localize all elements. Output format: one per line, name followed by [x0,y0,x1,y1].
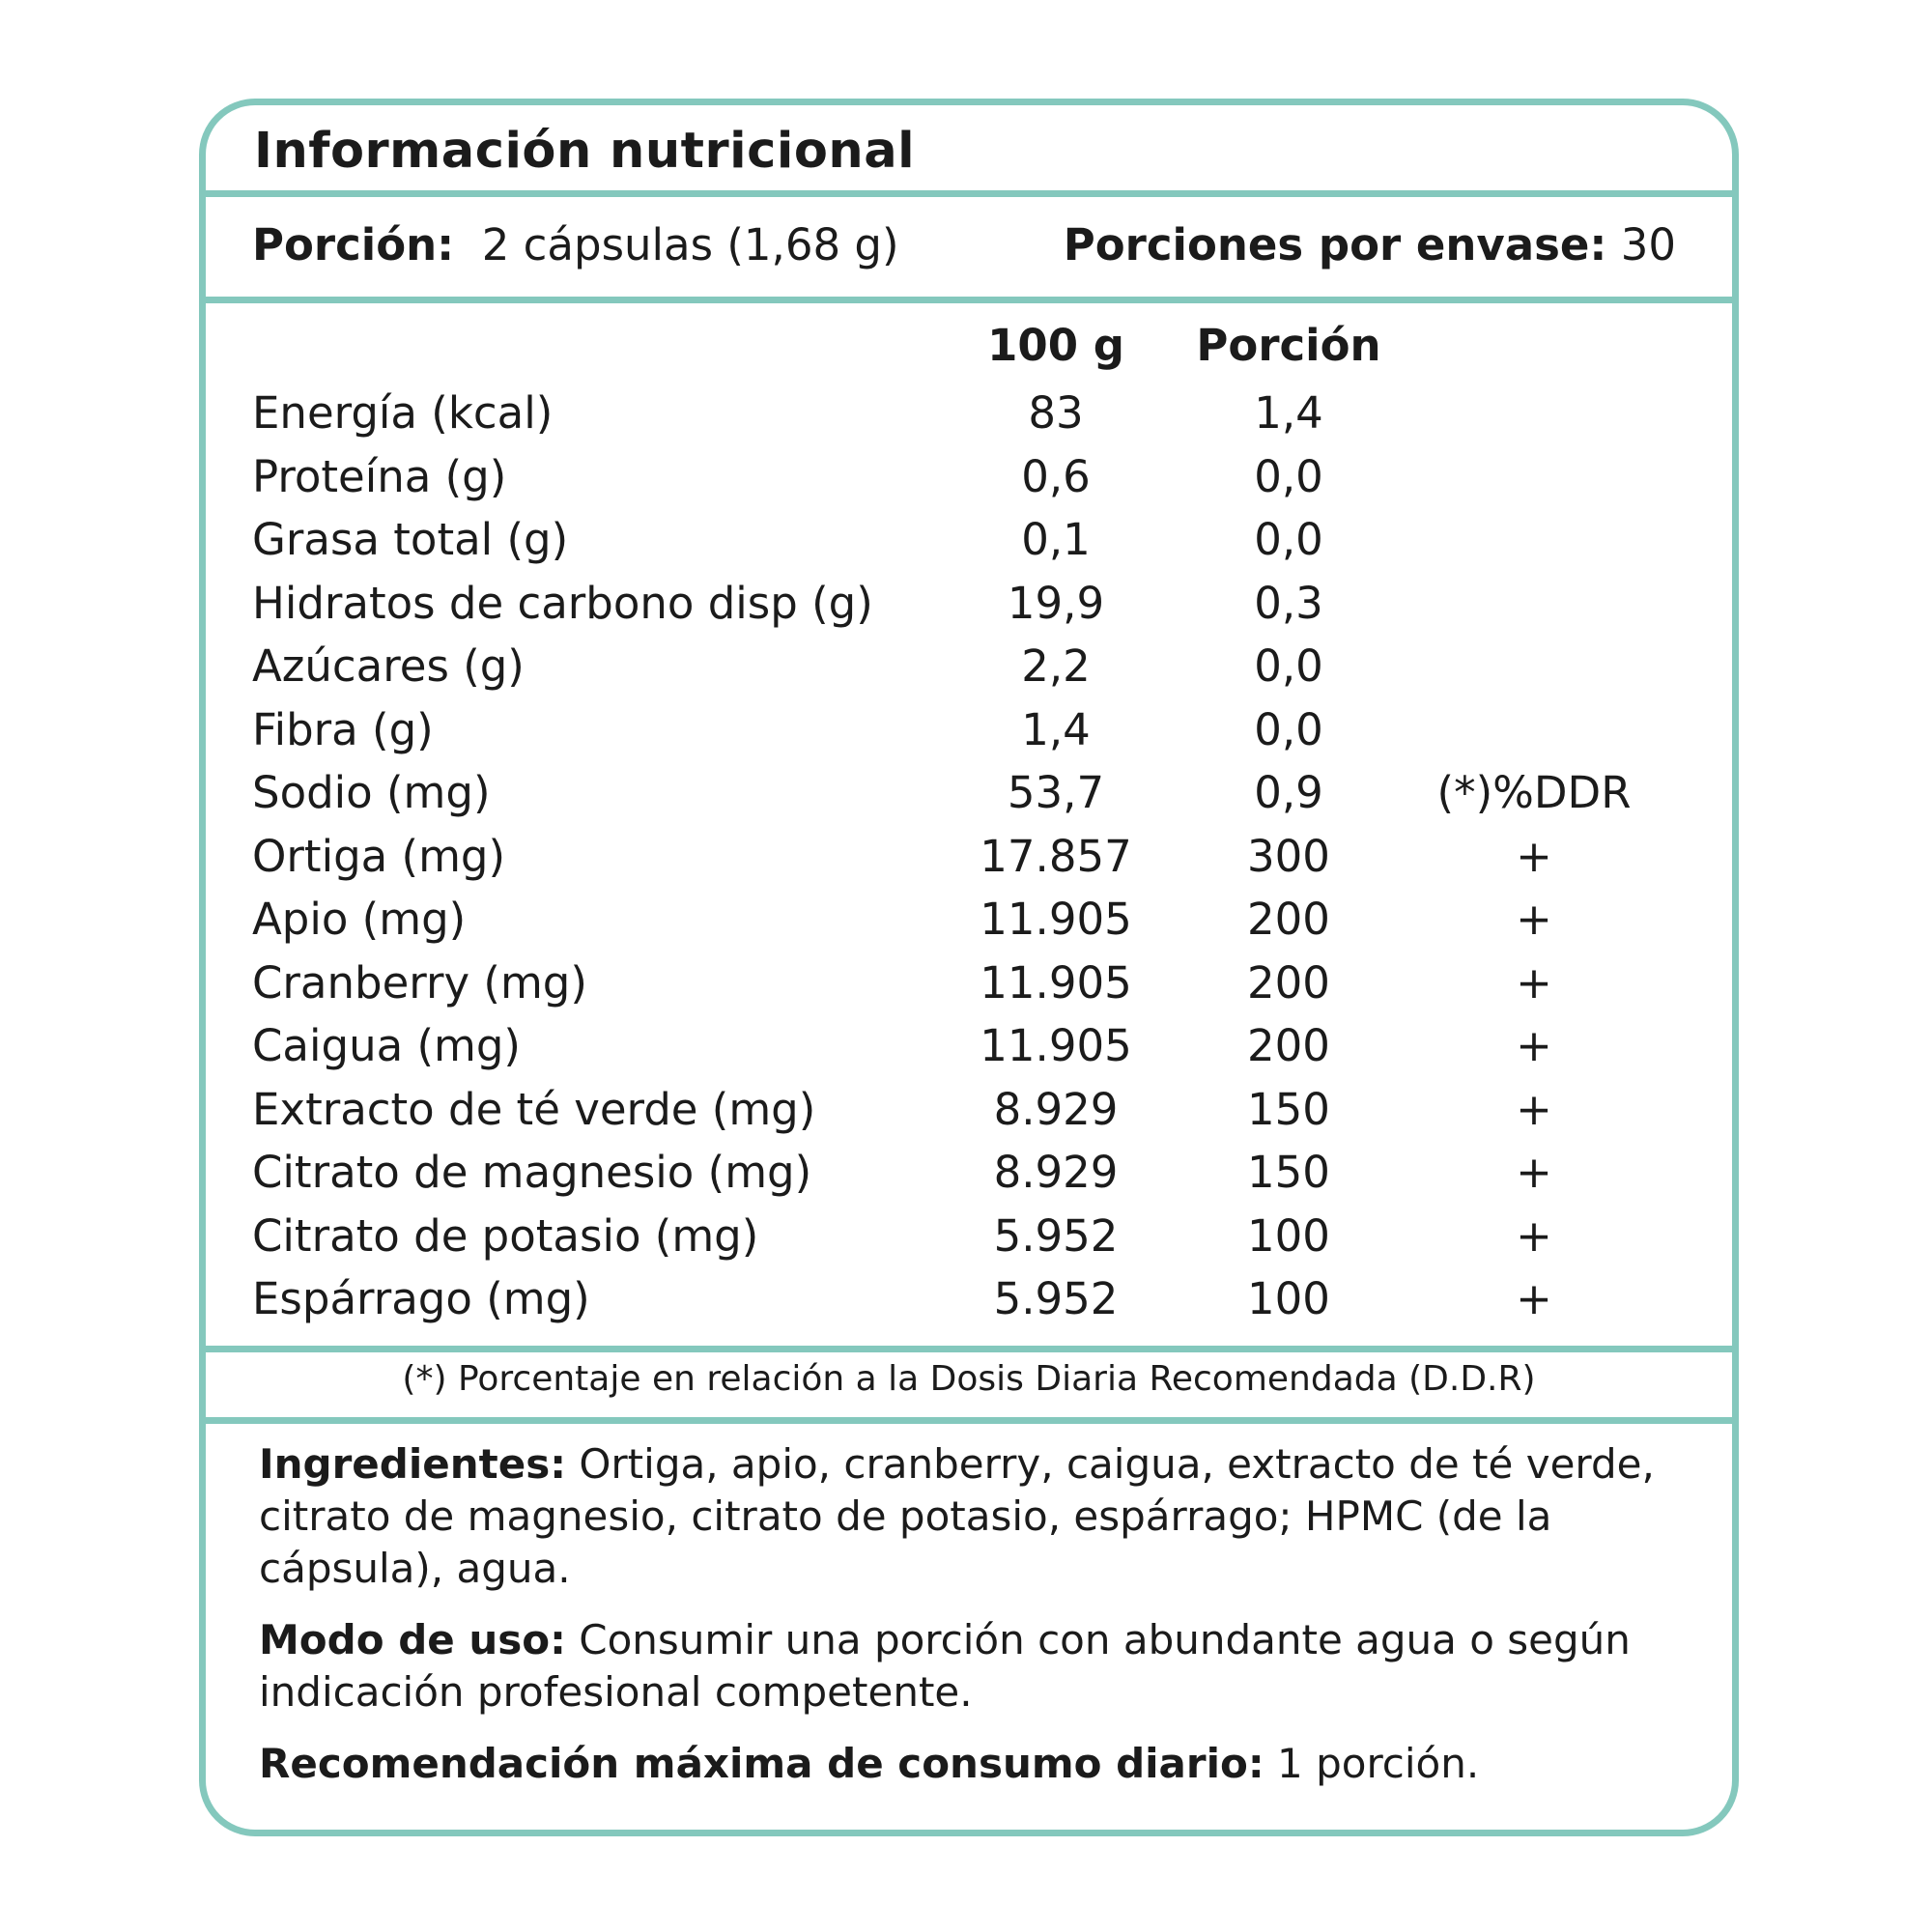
nutrient-ddr: (*)%DDR [1436,767,1632,818]
table-row [206,508,1732,572]
table-row [206,761,1732,825]
table-row [206,382,1732,445]
nutrient-per-portion: 0,0 [1254,450,1323,502]
table-row [206,698,1732,762]
nutrient-name: Espárrago (mg) [252,1273,590,1324]
nutrient-ddr: + [1516,1020,1552,1071]
label-title: Información nutricional [254,123,916,180]
nutrient-per-portion: 0,0 [1254,703,1323,755]
table-row [206,888,1732,952]
nutrient-per-100g: 11.905 [980,956,1132,1009]
nutrient-ddr: + [1516,894,1552,945]
nutrient-per-100g: 1,4 [1021,703,1091,755]
max-daily-recommendation [259,1738,1674,1790]
nutrition-label [199,99,1739,1836]
nutrient-name: Hidratos de carbono disp (g) [252,577,873,629]
table-row [206,1141,1732,1205]
table-row [206,1014,1732,1078]
divider [206,1417,1732,1424]
nutrient-per-100g: 2,2 [1021,640,1091,692]
nutrient-per-portion: 300 [1247,830,1330,882]
nutrient-ddr: + [1516,1147,1552,1198]
nutrient-ddr: + [1516,956,1552,1009]
nutrient-ddr: + [1516,1209,1552,1262]
nutrient-per-100g: 11.905 [980,1020,1132,1071]
nutrient-per-100g: 0,1 [1021,514,1091,565]
nutrient-per-portion: 200 [1247,956,1330,1009]
nutrient-per-100g: 5.952 [993,1209,1119,1262]
servings-per-container [1064,219,1676,270]
divider [206,190,1732,197]
usage-text: Consumir una porción con abundante agua o según indicación profesional competente. [259,1616,1631,1716]
nutrient-ddr: + [1516,1083,1552,1135]
nutrient-per-100g: 17.857 [980,830,1132,882]
ingredients-text: Ortiga, apio, cranberry, caigua, extracto de té verde, citrato de magnesio, citrato de potasio, espárrago; HPMC (de la cápsula), agua. [259,1440,1655,1592]
nutrient-name: Citrato de magnesio (mg) [252,1147,812,1198]
serving-size [252,219,899,270]
nutrient-table [206,382,1732,1331]
nutrient-per-100g: 8.929 [993,1147,1119,1198]
table-row [206,1078,1732,1142]
column-header-100g: 100 g [987,320,1124,371]
nutrient-name: Cranberry (mg) [252,956,587,1009]
nutrient-per-100g: 0,6 [1021,450,1091,502]
nutrient-name: Azúcares (g) [252,640,525,692]
nutrient-per-100g: 11.905 [980,894,1132,945]
nutrient-per-portion: 0,3 [1254,577,1323,629]
nutrient-per-100g: 19,9 [1007,577,1105,629]
nutrient-name: Grasa total (g) [252,514,569,565]
footnote: (*) Porcentaje en relación a la Dosis Diaria Recomendada (D.D.R) [402,1359,1536,1399]
nutrient-per-portion: 100 [1247,1209,1330,1262]
nutrient-per-portion: 150 [1247,1147,1330,1198]
nutrient-per-100g: 8.929 [993,1083,1119,1135]
column-header-portion: Porción [1196,320,1381,371]
nutrient-ddr: + [1516,830,1552,882]
nutrient-per-portion: 200 [1247,894,1330,945]
nutrient-per-portion: 1,4 [1254,387,1323,439]
servings-per-container-value: 30 [1620,219,1676,270]
serving-size-label: Porción: [252,219,455,270]
nutrient-per-portion: 200 [1247,1020,1330,1071]
table-row [206,445,1732,509]
nutrient-name: Citrato de potasio (mg) [252,1209,759,1262]
table-row [206,825,1732,889]
nutrient-per-portion: 0,0 [1254,640,1323,692]
nutrient-per-100g: 53,7 [1007,767,1105,818]
nutrient-ddr: + [1516,1273,1552,1324]
table-row [206,635,1732,698]
usage-label: Modo de uso: [259,1616,566,1663]
table-row [206,572,1732,636]
nutrient-per-100g: 5.952 [993,1273,1119,1324]
table-row [206,1267,1732,1331]
table-row [206,952,1732,1015]
nutrient-name: Proteína (g) [252,450,507,502]
nutrient-name: Ortiga (mg) [252,830,506,882]
table-row [206,1205,1732,1268]
usage-instructions [259,1614,1674,1719]
nutrient-per-portion: 150 [1247,1083,1330,1135]
nutrient-name: Energía (kcal) [252,387,554,439]
nutrient-per-100g: 83 [1028,387,1084,439]
ingredients-label: Ingredientes: [259,1440,566,1488]
max-daily-label: Recomendación máxima de consumo diario: [259,1740,1264,1787]
divider [206,297,1732,303]
nutrient-name: Fibra (g) [252,703,434,755]
nutrient-per-portion: 0,9 [1254,767,1323,818]
nutrient-name: Caigua (mg) [252,1020,521,1071]
nutrient-name: Sodio (mg) [252,767,491,818]
divider [206,1346,1732,1352]
ingredients [259,1438,1674,1595]
nutrient-name: Apio (mg) [252,894,467,945]
nutrient-per-portion: 0,0 [1254,514,1323,565]
serving-size-value: 2 cápsulas (1,68 g) [481,219,899,270]
nutrient-name: Extracto de té verde (mg) [252,1083,816,1135]
servings-per-container-label: Porciones por envase: [1063,219,1607,270]
max-daily-text: 1 porción. [1277,1740,1480,1787]
nutrient-per-portion: 100 [1247,1273,1330,1324]
